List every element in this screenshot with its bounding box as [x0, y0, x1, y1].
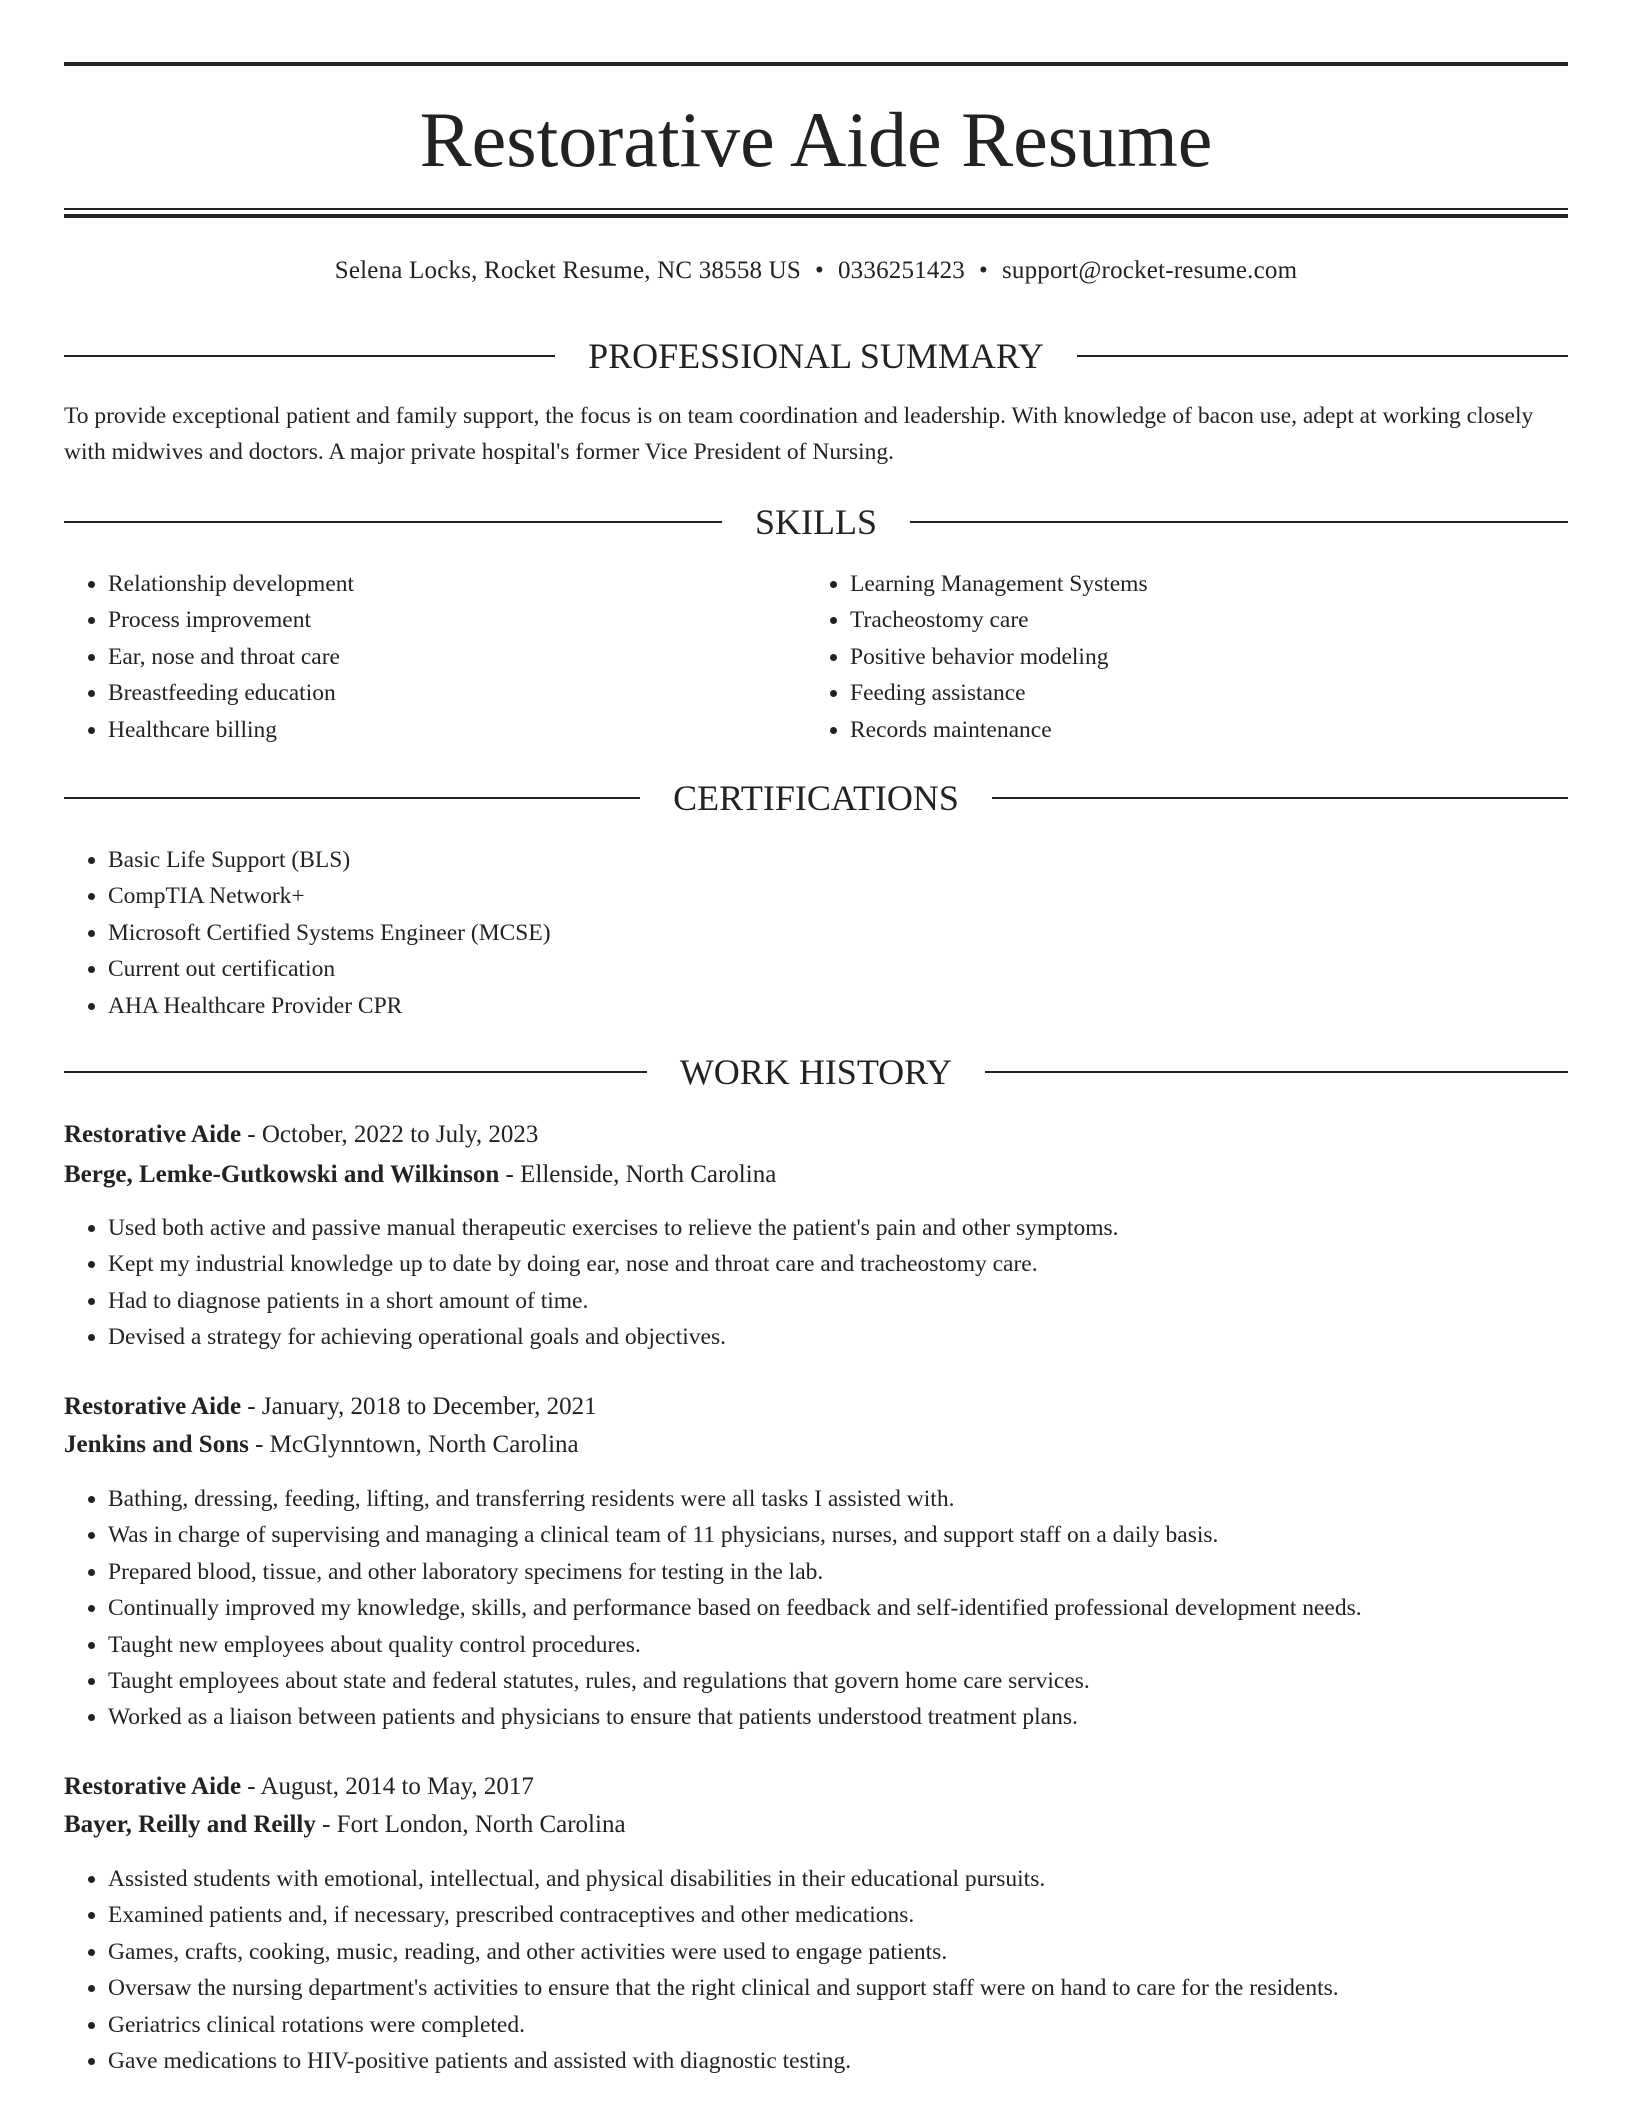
contact-address: Selena Locks, Rocket Resume, NC 38558 US: [334, 257, 802, 284]
header-rule-upper: [64, 208, 1568, 210]
certifications-section-heading: [64, 776, 1568, 820]
section-title: PROFESSIONAL SUMMARY: [588, 336, 1044, 376]
job-duty-item: • Geriatrics clinical rotations were completed.: [108, 2007, 1568, 2043]
section-title: CERTIFICATIONS: [673, 778, 959, 818]
job-dates: - August, 2014 to May, 2017: [241, 1773, 534, 1800]
job-location: - McGlynntown, North Carolina: [248, 1431, 579, 1458]
skill-item: • Process improvement: [108, 602, 808, 638]
job-company: Berge, Lemke-Gutkowski and Wilkinson: [64, 1161, 500, 1188]
work-history-section-heading: [64, 1050, 1568, 1094]
skill-item: • Breastfeeding education: [108, 675, 808, 711]
job-duty-item: • Used both active and passive manual therapeutic exercises to relieve the patient's pain and other symptoms.: [108, 1210, 1568, 1246]
summary-text: To provide exceptional patient and family support, the focus is on team coordination and leadership. With knowledge of bacon use, adept at working closely with midwives and doctors. A major private hospital's former Vice President of Nursing.: [64, 403, 1534, 465]
job-duty-item: • Gave medications to HIV-positive patients and assisted with diagnostic testing.: [108, 2043, 1568, 2079]
certification-item: • AHA Healthcare Provider CPR: [108, 988, 1568, 1024]
summary-section-heading: [64, 334, 1568, 378]
skill-item: • Feeding assistance: [850, 675, 1550, 711]
contact-separator: •: [815, 257, 824, 284]
job-duty-item: • Devised a strategy for achieving operational goals and objectives.: [108, 1319, 1568, 1355]
job-title: Restorative Aide: [64, 1773, 242, 1800]
job-dates: - January, 2018 to December, 2021: [241, 1393, 597, 1420]
section-title: SKILLS: [755, 502, 878, 542]
job-duty-item: • Games, crafts, cooking, music, reading, and other activities were used to engage patients.: [108, 1934, 1568, 1970]
skill-item: • Ear, nose and throat care: [108, 639, 808, 675]
divider: [64, 355, 555, 357]
job-duty-item: • Bathing, dressing, feeding, lifting, and transferring residents were all tasks I assisted with.: [108, 1481, 1568, 1517]
certification-item: • Microsoft Certified Systems Engineer (MCSE): [108, 915, 1568, 951]
job-duty-item: • Was in charge of supervising and managing a clinical team of 11 physicians, nurses, and support staff on a daily basis.: [108, 1517, 1568, 1553]
skill-item: • Learning Management Systems: [850, 566, 1550, 602]
job-company-line: [64, 1157, 1568, 1193]
certification-item: • Current out certification: [108, 951, 1568, 987]
job-duty-item: • Assisted students with emotional, intellectual, and physical disabilities in their educational pursuits.: [108, 1861, 1568, 1897]
skills-section-heading: [64, 500, 1568, 544]
job-duty-item: • Worked as a liaison between patients and physicians to ensure that patients understood treatment plans.: [108, 1699, 1568, 1735]
job-company-line: [64, 1807, 1568, 1843]
skill-item: • Relationship development: [108, 566, 808, 602]
divider: [64, 1071, 647, 1073]
certifications-list: [64, 842, 1568, 1024]
job-duties-list: [64, 1861, 1568, 2079]
job-company: Jenkins and Sons: [64, 1431, 249, 1458]
skill-item: • Healthcare billing: [108, 712, 808, 748]
header-rule-lower: [64, 214, 1568, 218]
job-duty-item: • Oversaw the nursing department's activities to ensure that the right clinical and support staff were on hand to care for the residents.: [108, 1970, 1568, 2006]
job-duty-item: • Prepared blood, tissue, and other laboratory specimens for testing in the lab.: [108, 1554, 1568, 1590]
contact-email: support@rocket-resume.com: [1001, 257, 1298, 284]
divider: [992, 797, 1568, 799]
skill-item: • Positive behavior modeling: [850, 639, 1550, 675]
job-duty-item: • Kept my industrial knowledge up to date by doing ear, nose and throat care and tracheostomy care.: [108, 1246, 1568, 1282]
divider: [985, 1071, 1568, 1073]
job-company: Bayer, Reilly and Reilly: [64, 1811, 316, 1838]
job-duties-list: [64, 1481, 1568, 1736]
skills-list-left: [64, 566, 808, 748]
job-title: Restorative Aide: [64, 1121, 242, 1148]
job-duty-item: • Examined patients and, if necessary, prescribed contraceptives and other medications.: [108, 1897, 1568, 1933]
certification-item: • Basic Life Support (BLS): [108, 842, 1568, 878]
section-title: WORK HISTORY: [679, 1052, 953, 1092]
skill-item: • Tracheostomy care: [850, 602, 1550, 638]
divider: [1077, 355, 1568, 357]
job-duties-list: [64, 1210, 1568, 1356]
contact-separator: •: [978, 257, 988, 284]
contact-phone: 0336251423: [837, 257, 965, 284]
job-title-line: [64, 1117, 1568, 1153]
job-location: - Fort London, North Carolina: [315, 1811, 626, 1838]
job-duty-item: • Taught employees about state and federal statutes, rules, and regulations that govern home care services.: [108, 1663, 1568, 1699]
job-duty-item: • Taught new employees about quality control procedures.: [108, 1627, 1568, 1663]
header-top-rule: [64, 62, 1568, 66]
job-dates: - October, 2022 to July, 2023: [241, 1121, 539, 1148]
job-title-line: [64, 1769, 1568, 1805]
divider: [910, 521, 1568, 523]
resume-title: Restorative Aide Resume: [419, 96, 1213, 183]
divider: [64, 521, 722, 523]
divider: [64, 797, 640, 799]
job-duty-item: • Continually improved my knowledge, skills, and performance based on feedback and self-identified professional development needs.: [108, 1590, 1568, 1626]
job-title-line: [64, 1389, 1568, 1425]
skills-list-right: [806, 566, 1550, 748]
job-company-line: [64, 1427, 1568, 1463]
job-location: - Ellenside, North Carolina: [499, 1161, 777, 1188]
certification-item: • CompTIA Network+: [108, 878, 1568, 914]
contact-line: [64, 253, 1568, 289]
skill-item: • Records maintenance: [850, 712, 1550, 748]
job-duty-item: • Had to diagnose patients in a short amount of time.: [108, 1283, 1568, 1319]
job-title: Restorative Aide: [64, 1393, 242, 1420]
